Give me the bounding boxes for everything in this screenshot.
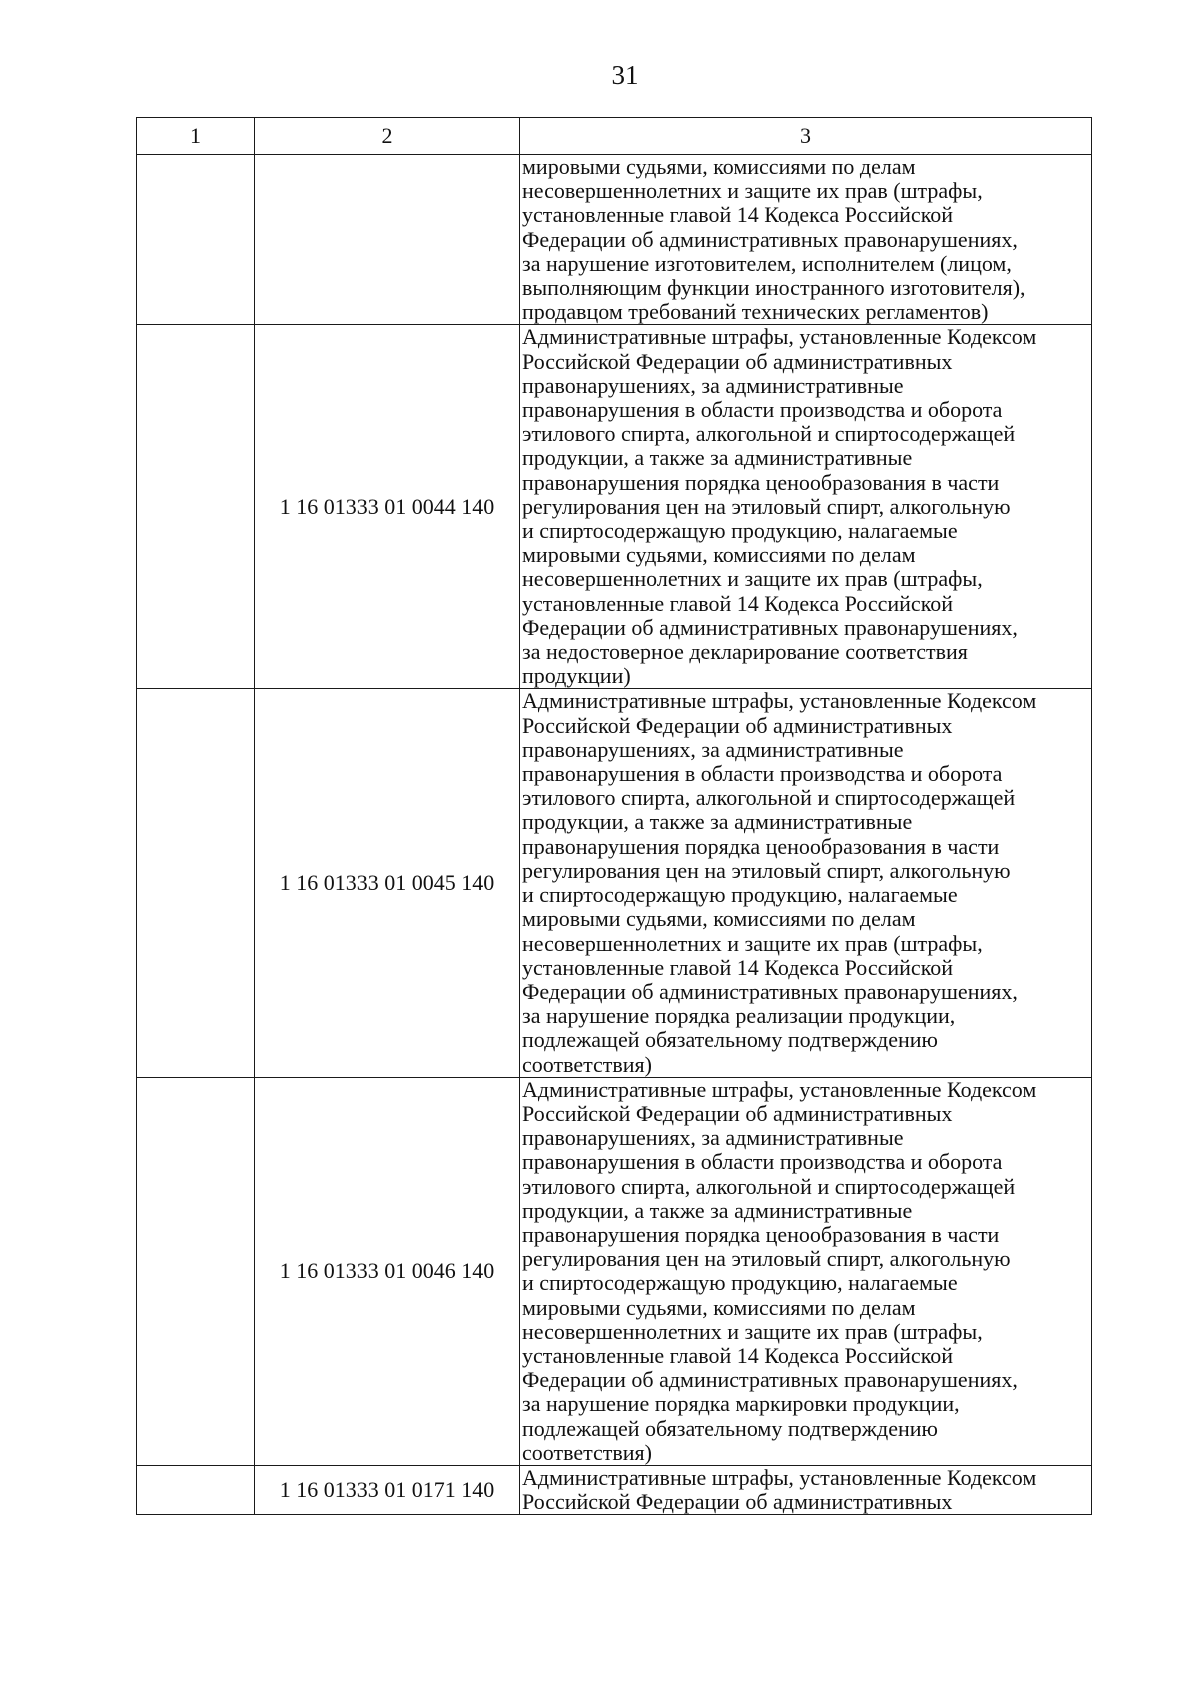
cell-column-1 <box>137 155 255 325</box>
description-line: за недостоверное декларирование соответствия <box>522 639 968 665</box>
description-line: регулирования цен на этиловый спирт, алкогольную <box>522 1246 1011 1272</box>
description-line: правонарушения порядка ценообразования в части <box>522 833 1000 859</box>
description-line: Федерации об административных правонарушениях, <box>522 978 1018 1004</box>
budget-code-cell: 1 16 01333 01 0044 140 <box>255 325 520 689</box>
description-line: мировыми судьями, комиссиями по делам <box>522 542 916 568</box>
description-line: правонарушения порядка ценообразования в части <box>522 469 1000 495</box>
budget-codes-table <box>136 117 1092 1515</box>
cell-column-1 <box>137 1077 255 1465</box>
description-line: правонарушения в области производства и оборота <box>522 1149 1003 1175</box>
description-line: Российской Федерации об административных <box>522 1489 953 1515</box>
description-line: продавцом требований технических регламентов) <box>522 299 989 325</box>
description-line: правонарушения в области производства и оборота <box>522 761 1003 787</box>
description-line: правонарушениях, за административные <box>522 1125 904 1151</box>
description-line: Административные штрафы, установленные Кодексом <box>522 324 1037 350</box>
column-header-2: 2 <box>255 118 520 155</box>
description-line: продукции, а также за административные <box>522 1197 913 1223</box>
description-line: Российской Федерации об административных <box>522 1100 953 1126</box>
description-line: продукции) <box>522 663 631 689</box>
description-line: Федерации об административных правонарушениях, <box>522 1367 1018 1393</box>
description-line: регулирования цен на этиловый спирт, алкогольную <box>522 857 1011 883</box>
description-line: правонарушениях, за административные <box>522 372 904 398</box>
description-line: установленные главой 14 Кодекса Российской <box>522 202 954 228</box>
description-line: продукции, а также за административные <box>522 445 913 471</box>
description-line: за нарушение порядка маркировки продукции, <box>522 1391 960 1417</box>
description-line: этилового спирта, алкогольной и спиртосодержащей <box>522 1173 1016 1199</box>
description-line: несовершеннолетних и защите их прав (штрафы, <box>522 1318 983 1344</box>
budget-code-cell <box>255 155 520 325</box>
description-line: установленные главой 14 Кодекса Российской <box>522 590 954 616</box>
description-line: соответствия) <box>522 1051 652 1077</box>
description-line: Российской Федерации об административных <box>522 348 953 374</box>
cell-column-1 <box>137 689 255 1077</box>
page-number: 31 <box>611 60 639 90</box>
description-line: и спиртосодержащую продукцию, налагаемые <box>522 882 958 908</box>
description-cell <box>520 1465 1092 1514</box>
table-row <box>137 689 1092 1077</box>
column-header-1: 1 <box>137 118 255 155</box>
description-line: правонарушения в области производства и оборота <box>522 397 1003 423</box>
description-line: несовершеннолетних и защите их прав (штрафы, <box>522 566 983 592</box>
description-line: Федерации об административных правонарушениях, <box>522 614 1018 640</box>
budget-code-cell: 1 16 01333 01 0045 140 <box>255 689 520 1077</box>
table-body <box>137 155 1092 1515</box>
cell-column-1 <box>137 325 255 689</box>
description-line: правонарушения порядка ценообразования в части <box>522 1221 1000 1247</box>
table-header-row <box>137 118 1092 155</box>
cell-column-1 <box>137 1465 255 1514</box>
description-line: установленные главой 14 Кодекса Российской <box>522 1342 954 1368</box>
description-cell <box>520 689 1092 1077</box>
description-line: несовершеннолетних и защите их прав (штрафы, <box>522 930 983 956</box>
description-line: мировыми судьями, комиссиями по делам <box>522 906 916 932</box>
description-line: за нарушение изготовителем, исполнителем (лицом, <box>522 250 1012 276</box>
description-cell <box>520 1077 1092 1465</box>
table-row <box>137 325 1092 689</box>
description-line: и спиртосодержащую продукцию, налагаемые <box>522 1270 958 1296</box>
description-line: Федерации об административных правонарушениях, <box>522 226 1018 252</box>
description-line: соответствия) <box>522 1439 652 1465</box>
description-cell <box>520 325 1092 689</box>
column-header-3: 3 <box>520 118 1092 155</box>
description-line: подлежащей обязательному подтверждению <box>522 1027 938 1053</box>
budget-code-cell: 1 16 01333 01 0046 140 <box>255 1077 520 1465</box>
description-line: мировыми судьями, комиссиями по делам <box>522 1294 916 1320</box>
description-line: и спиртосодержащую продукцию, налагаемые <box>522 518 958 544</box>
description-line: Административные штрафы, установленные Кодексом <box>522 1464 1037 1490</box>
description-line: Административные штрафы, установленные Кодексом <box>522 1076 1037 1102</box>
description-line: правонарушениях, за административные <box>522 736 904 762</box>
description-line: несовершеннолетних и защите их прав (штрафы, <box>522 178 983 204</box>
description-line: подлежащей обязательному подтверждению <box>522 1415 938 1441</box>
description-line: выполняющим функции иностранного изготовителя), <box>522 275 1026 301</box>
description-line: установленные главой 14 Кодекса Российской <box>522 954 954 980</box>
description-line: за нарушение порядка реализации продукции, <box>522 1003 956 1029</box>
budget-code-cell: 1 16 01333 01 0171 140 <box>255 1465 520 1514</box>
table-row <box>137 155 1092 325</box>
description-line: Российской Федерации об административных <box>522 712 953 738</box>
description-line: Административные штрафы, установленные Кодексом <box>522 688 1037 714</box>
description-line: мировыми судьями, комиссиями по делам <box>522 154 916 179</box>
description-line: этилового спирта, алкогольной и спиртосодержащей <box>522 785 1016 811</box>
description-line: этилового спирта, алкогольной и спиртосодержащей <box>522 421 1016 447</box>
description-line: продукции, а также за административные <box>522 809 913 835</box>
table-row <box>137 1465 1092 1514</box>
description-cell <box>520 155 1092 325</box>
description-line: регулирования цен на этиловый спирт, алкогольную <box>522 493 1011 519</box>
table-row <box>137 1077 1092 1465</box>
